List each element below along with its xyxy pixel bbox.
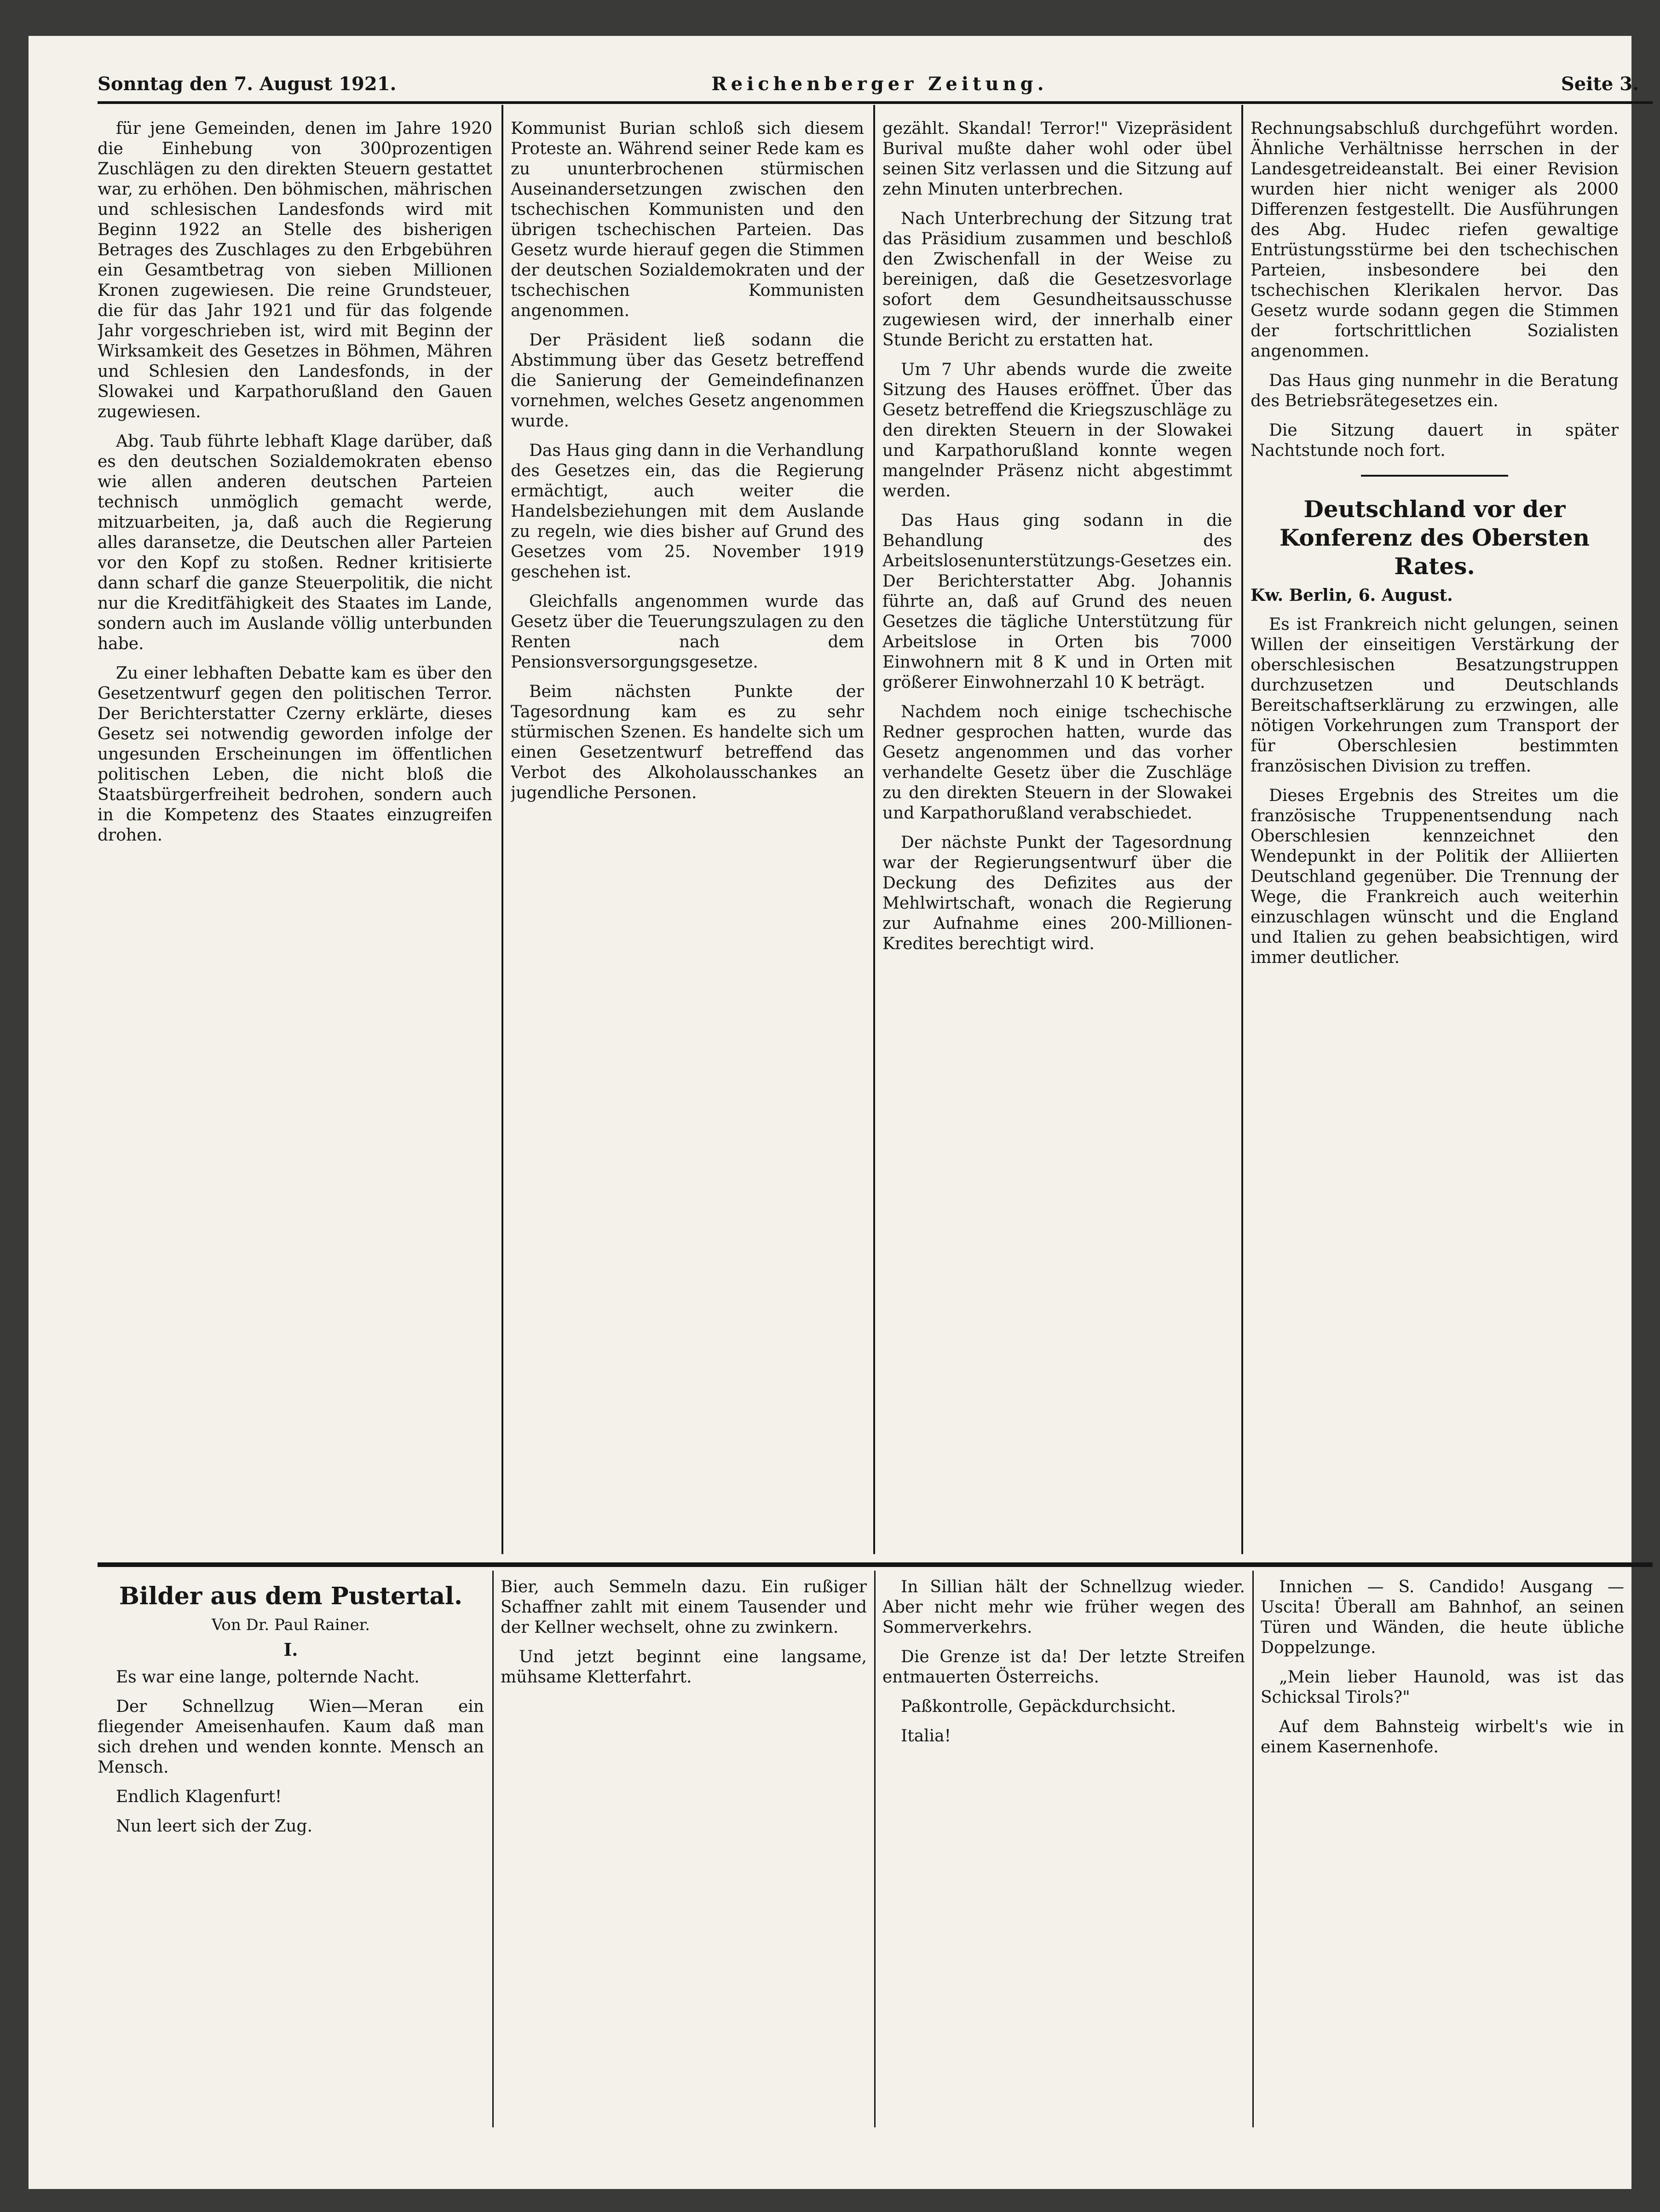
header-rule [98,101,1653,104]
feuilleton-column-1-paragraph-4: Nun leert sich der Zug. [116,1817,313,1836]
column-1-paragraph-3: Zu einer lebhaften Debatte kam es über den Gesetzentwurf gegen den politischen Terror. Der Berichterstatter Czerny erklärte, dieses Gesetz sei notwendig geworden infolge der ungesunden Erscheinungen im öffentlichen politischen Leben, die nicht bloß die Staatsbürgerfreiheit bedrohen, sondern auch in die Kompetenz des Staates einzugreifen drohen. [98,664,492,845]
feuilleton-column-2 [501,1577,867,2125]
column-1-paragraph-2: Abg. Taub führte lebhaft Klage darüber, daß es den deutschen Sozialdemokraten ebenso wie allen anderen deutschen Parteien technisch unmöglich gemacht werde, mitzuarbeiten, ja, daß auch die Regierung alles daransetze, die Deutschen aller Parteien vor den Kopf zu stoßen. Redner kritisierte dann scharf die ganze Steuerpolitik, die nicht nur die Kreditfähigkeit des Staates im Lande, sondern auch im Auslande völlig unterbunden habe. [98,432,492,653]
feuilleton-column-rule-3 [1252,1571,1254,2127]
column-2-paragraph-1: Kommunist Burian schloß sich diesem Proteste an. Während seiner Rede kam es zu ununterbrochenen stürmischen Auseinandersetzungen zwischen den tschechischen Kommunisten und den übrigen tschechischen Parteien. Das Gesetz wurde hierauf gegen die Stimmen der deutschen Sozialdemokraten und der tschechischen Kommunisten angenommen. [511,119,864,320]
feuilleton-column-3-paragraph-1: In Sillian hält der Schnellzug wieder. Aber nicht mehr wie früher wegen des Sommerverkehrs. [882,1578,1245,1637]
article-dateline: Kw. Berlin, 6. August. [1251,586,1453,605]
column-2-paragraph-4: Gleichfalls angenommen wurde das Gesetz über die Teuerungszulagen zu den Renten nach dem Pensionsversorgungsgesetze. [511,592,864,672]
column-3-paragraph-5: Nachdem noch einige tschechische Redner gesprochen hatten, wurde das Gesetz angenommen und das vorher verhandelte Gesetz über die Zuschläge zu den direkten Steuern in der Slowakei und Karpathorußland verabschiedet. [882,703,1232,823]
article-headline: Deutschland vor der Konferenz des Obersten Rates. [1279,495,1590,580]
newspaper-page [29,36,1639,2189]
feuilleton-column-4-paragraph-1: Innichen — S. Candido! Ausgang — Uscita! Überall am Bahnhof, an seinen Türen und Wänden, die heute übliche Doppelzunge. [1261,1578,1624,1657]
issue-date: Sonntag den 7. August 1921. [98,73,397,95]
article-column-2 [511,119,864,1545]
column-2-paragraph-5: Beim nächsten Punkte der Tagesordnung kam es zu sehr stürmischen Szenen. Es handelte sich um einen Gesetzentwurf betreffend das Verbot des Alkoholausschankes an jugendliche Personen. [511,682,864,802]
feuilleton-author: Von Dr. Paul Rainer. [211,1616,370,1634]
column-1-paragraph-1: für jene Gemeinden, denen im Jahre 1920 die Einhebung von 300prozentigen Zuschlägen zu den direkten Steuern gestattet war, zu erhöhen. Den böhmischen, mährischen und schlesischen Landesfonds wird mit Beginn 1922 an Stelle des bisherigen Betrages des Zuschlages zu den Erbgebühren ein Gesamtbetrag von sieben Millionen Kronen zugewiesen. Die reine Grundsteuer, die für das Jahr 1921 und für das folgende Jahr vorgeschrieben ist, wird mit Beginn der Wirksamkeit des Gesetzes in Böhmen, Mähren und Schlesien den Landesfonds, in der Slowakei und Karpathorußland den Gauen zugewiesen. [98,119,492,421]
feuilleton-column-4-paragraph-3: Auf dem Bahnsteig wirbelt's wie in einem Kasernenhofe. [1261,1717,1624,1757]
column-rule-3 [1241,105,1243,1554]
column-2-paragraph-3: Das Haus ging dann in die Verhandlung des Gesetzes ein, das die Regierung ermächtigt, auch weiter die Handelsbeziehungen mit dem Auslande zu regeln, wie dies bisher auf Grund des Gesetzes vom 25. November 1919 geschehen ist. [511,441,864,582]
column-4-paragraph-2: Das Haus ging nunmehr in die Beratung des Betriebsrätegesetzes ein. [1251,371,1619,410]
feuilleton-column-4 [1261,1577,1624,2125]
feuilleton-rule [98,1562,1653,1567]
column-4-article-paragraph-1: Es ist Frankreich nicht gelungen, seinen Willen der einseitigen Verstärkung der oberschlesischen Besatzungstruppen durchzusetzen und Deutschlands Bereitschaftserklärung zu erzwingen, alle nötigen Vorkehrungen zum Transport der für Oberschlesien bestimmten französischen Division zu treffen. [1251,615,1619,776]
feuilleton-column-2-paragraph-2: Und jetzt beginnt eine langsame, mühsame Kletterfahrt. [501,1647,867,1687]
feuilleton-column-rule-1 [492,1571,494,2127]
column-3-paragraph-3: Um 7 Uhr abends wurde die zweite Sitzung des Hauses eröffnet. Über das Gesetz betreffend die Kriegszuschläge zu den direkten Steuern in der Slowakei und Karpathorußland konnte wegen mangelnder Präsenz nicht abgestimmt werden. [882,360,1232,501]
column-rule-2 [873,105,875,1554]
column-4-paragraph-3: Die Sitzung dauert in später Nachtstunde noch fort. [1251,421,1619,460]
column-3-paragraph-4: Das Haus ging sodann in die Behandlung des Arbeitslosenunterstützungs-Gesetzes ein. Der Berichterstatter Abg. Johannis führte an, daß auf Grund des neuen Gesetzes die tägliche Unterstützung für Arbeitslose in Orten bis 7000 Einwohnern mit 8 K und in Orten mit größerer Einwohnerzahl 10 K beträgt. [882,511,1232,692]
feuilleton-column-2-paragraph-1: Bier, auch Semmeln dazu. Ein rußiger Schaffner zahlt mit einem Tausender und der Kellner wechselt, ohne zu zwinkern. [501,1578,867,1637]
column-3-paragraph-1: gezählt. Skandal! Terror!" Vizepräsident Burival mußte daher wohl oder übel seinen Sitz verlassen und die Sitzung auf zehn Minuten unterbrechen. [882,119,1232,199]
page-header [98,68,1653,100]
column-rule-1 [501,105,503,1554]
article-column-3 [882,119,1232,1545]
article-column-1 [98,119,492,1545]
feuilleton-column-1-paragraph-3: Endlich Klagenfurt! [116,1787,282,1806]
feuilleton-column-1-paragraph-2: Der Schnellzug Wien—Meran ein fliegender Ameisenhaufen. Kaum daß man sich drehen und wenden konnte. Mensch an Mensch. [98,1697,484,1777]
feuilleton-column-rule-2 [874,1571,876,2127]
article-column-4 [1251,119,1619,1545]
page-number: Seite 3. [1561,73,1639,95]
feuilleton-column-3 [882,1577,1245,2125]
feuilleton-column-3-paragraph-3: Paßkontrolle, Gepäckdurchsicht. [901,1697,1176,1716]
feuilleton-column-4-paragraph-2: „Mein lieber Haunold, was ist das Schicksal Tirols?" [1261,1668,1624,1707]
feuilleton-column-1 [98,1577,484,2125]
article-separator [1361,475,1508,477]
column-2-paragraph-2: Der Präsident ließ sodann die Abstimmung über das Gesetz betreffend die Sanierung der Gemeindefinanzen vornehmen, welches Gesetz angenommen wurde. [511,331,864,431]
column-4-article-paragraph-2: Dieses Ergebnis des Streites um die französische Truppenentsendung nach Oberschlesien kennzeichnet den Wendepunkt in der Politik der Alliierten Deutschland gegenüber. Die Trennung der Wege, die Frankreich auch weiterhin einzuschlagen wünscht und die England und Italien zu gehen beabsichtigen, wird immer deutlicher. [1251,786,1619,967]
column-3-paragraph-2: Nach Unterbrechung der Sitzung trat das Präsidium zusammen und beschloß den Zwischenfall in der Weise zu bereinigen, daß die Gesetzesvorlage sofort dem Gesundheitsausschusse zugewiesen wird, der innerhalb einer Stunde Bericht zu erstatten hat. [882,209,1232,350]
feuilleton-part-number: I. [283,1639,298,1660]
column-3-paragraph-6: Der nächste Punkt der Tagesordnung war der Regierungsentwurf über die Deckung des Defizites aus der Mehlwirtschaft, wonach die Regierung zur Aufnahme eines 200-Millionen-Kredites berechtigt wird. [882,833,1232,953]
feuilleton-column-1-paragraph-1: Es war eine lange, polternde Nacht. [116,1668,420,1687]
feuilleton-column-3-paragraph-2: Die Grenze ist da! Der letzte Streifen entmauerten Österreichs. [882,1647,1245,1687]
column-4-paragraph-1: Rechnungsabschluß durchgeführt worden. Ähnliche Verhältnisse herrschen in der Landesgetreideanstalt. Bei einer Revision wurden hier nicht weniger als 2000 Differenzen festgestellt. Die Ausführungen des Abg. Hudec riefen gewaltige Entrüstungsstürme bei den tschechischen Parteien, insbesondere bei den tschechischen Klerikalen hervor. Das Gesetz wurde sodann gegen die Stimmen der fortschrittlichen Sozialisten angenommen. [1251,119,1619,361]
masthead: Reichenberger Zeitung. [711,73,1048,95]
feuilleton-title: Bilder aus dem Pustertal. [119,1582,463,1610]
feuilleton-column-3-paragraph-4: Italia! [901,1727,951,1745]
